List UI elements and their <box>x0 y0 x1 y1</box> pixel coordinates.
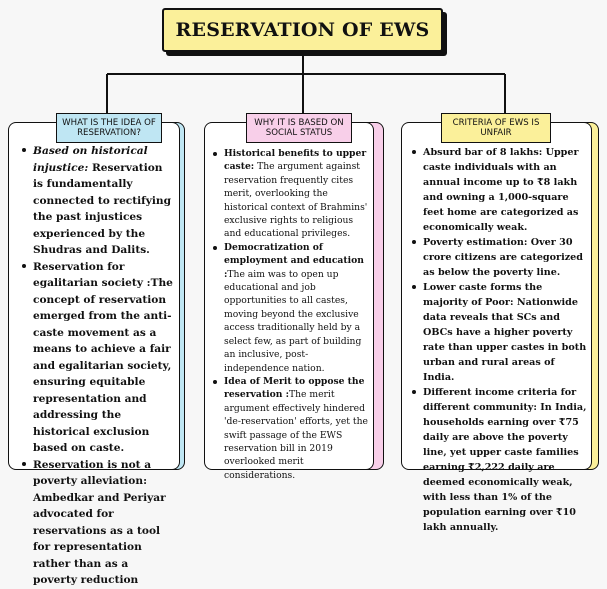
col1-item-text: Reservation for egalitarian society :The concept of reservation emerged from the anti-caste movement as a means to achieve a fair and egalitarian society, ensuring equitable representation and addressing the historical exclusion based on caste. <box>33 260 173 454</box>
col3-item-lead: Different income criteria for different community: <box>423 387 577 413</box>
col3-list <box>407 145 588 535</box>
col1-heading: WHAT IS THE IDEA OF RESERVATION? <box>56 113 162 143</box>
col3-card <box>401 122 592 533</box>
col3-item-text: In India, households earning over ₹75 daily are above the poverty line, yet upper caste families earning ₹2,222 daily are deemed economically weak, with less than 1% of the population earning over ₹10 lakh annually. <box>423 402 587 533</box>
col3-item-text: Over 30 crore citizens are categorized as below the poverty line. <box>423 237 583 278</box>
col3-item-lead: Lower caste forms the majority of Poor: <box>423 282 543 308</box>
col2-heading: WHY IT IS BASED ON SOCIAL STATUS <box>246 113 352 143</box>
col2-list <box>208 147 369 482</box>
col2-item-lead: Democratization of employment and education : <box>224 241 364 280</box>
col1-item <box>33 143 173 259</box>
col2-item-lead: Historical benefits to upper caste: <box>224 148 367 173</box>
col2-item-lead: Idea of Merit to oppose the reservation : <box>224 375 365 401</box>
col3-heading: CRITERIA OF EWS IS UNFAIR <box>441 113 551 143</box>
page-title: RESERVATION OF EWS <box>162 8 443 52</box>
col1-item <box>33 457 173 589</box>
col3-item <box>423 235 588 280</box>
col3-item <box>423 145 588 235</box>
col1-item-lead: Based on historical injustice: <box>33 145 148 174</box>
col1-item-text: Reservation is fundamentally connected to rectifying the past injustices experienced by the Shudras and Dalits. <box>33 161 172 256</box>
col2-item-text: The aim was to open up educational and job opportunities to all castes, moving beyond the exclusive access traditionally held by a select few, as part of building an inclusive, post-independence nation. <box>224 268 362 374</box>
col3-item <box>423 385 588 535</box>
col3-item-text: Nationwide data reveals that SCs and OBCs have a higher poverty rate than upper castes in both urban and rural areas of India. <box>423 297 587 383</box>
col1-item <box>33 259 173 457</box>
col1-item-text: Reservation is not a poverty alleviation: Ambedkar and Periyar advocated for reservations as a tool for representation rather than as a poverty reduction <box>33 458 166 586</box>
col3-item-lead: Absurd bar of 8 lakhs: <box>423 147 543 158</box>
col3-item-lead: Poverty estimation: <box>423 237 528 248</box>
col1-list <box>17 143 173 589</box>
col2-item-text: The merit argument effectively hindered 'de-reservation' efforts, yet the swift passage of the EWS reservation bill in 2019 overlooked merit considerations. <box>224 389 368 481</box>
col2-item <box>224 375 369 482</box>
col3-item <box>423 280 588 385</box>
col2-item <box>224 241 369 375</box>
col2-card <box>204 122 374 481</box>
col2-item <box>224 147 369 241</box>
col2-item-text: The argument against reservation frequently cites merit, overlooking the historical context of Brahmins' exclusive rights to religious and educational privileges. <box>224 161 368 240</box>
col3-item-text: Upper caste individuals with an annual income up to ₹8 lakh and owning a 1,000-square feet home are categorized as economically weak. <box>423 147 579 233</box>
col1-card <box>8 122 180 586</box>
